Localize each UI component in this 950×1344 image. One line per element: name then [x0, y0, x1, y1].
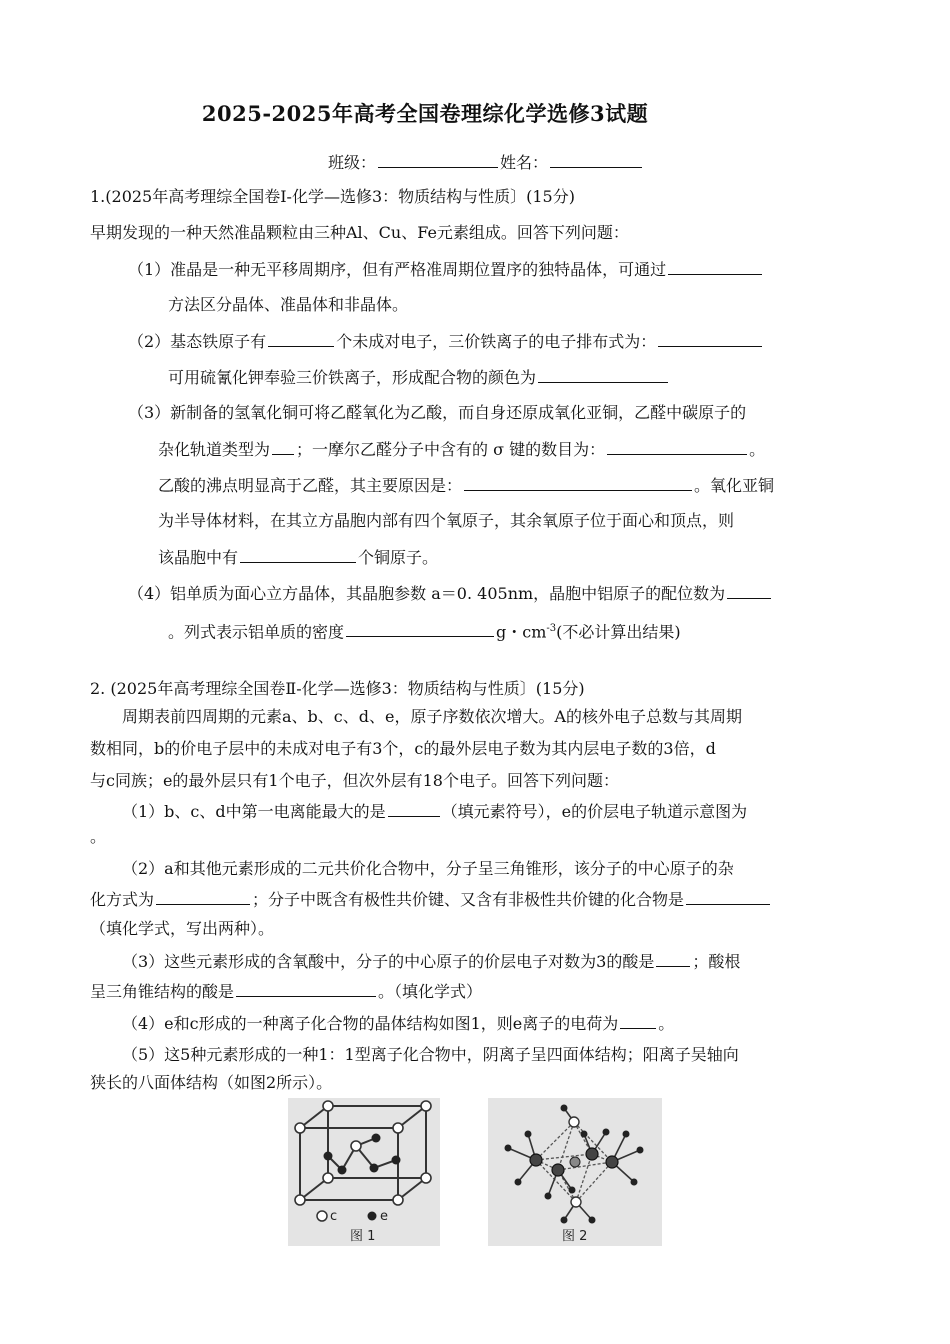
q1-part1-line1	[128, 258, 764, 281]
legend-e-marker	[368, 1212, 377, 1221]
q1-part4-unit-exponent: -3	[546, 623, 557, 634]
q1-part3-text-e: 。氧化亚铜	[694, 476, 775, 495]
class-label: 班级：	[328, 153, 377, 172]
q1-part3-text-b: ；一摩尔乙醛分子中含有的 σ 键的数目为：	[296, 440, 606, 459]
q2-part2-blank-1[interactable]	[156, 888, 250, 905]
q1-part3-blank-2[interactable]	[607, 438, 747, 455]
q1-part3-line1: （3）新制备的氢氧化铜可将乙醛氧化为乙酸，而自身还原成氧化亚铜，乙醛中碳原子的	[128, 403, 747, 422]
q1-part2-line1	[128, 330, 764, 353]
name-blank[interactable]	[550, 151, 642, 168]
q1-part2-text-a: （2）基态铁原子有	[128, 332, 267, 351]
q1-part3-line5	[158, 546, 438, 569]
q1-part3-line4: 为半导体材料，在其立方晶胞内部有四个氧原子，其余氧原子位于面心和顶点，则	[158, 511, 735, 530]
q1-part3-text-c: 。	[749, 440, 766, 459]
q2-part3-text-c: 呈三角锥结构的酸是	[90, 982, 235, 1001]
q2-part3-blank-2[interactable]	[236, 980, 376, 997]
q2-part2-text-a: 化方式为	[90, 890, 155, 909]
figure-2	[488, 1098, 662, 1246]
q1-part2-text-b: 个未成对电子，三价铁离子的电子排布式为：	[336, 332, 657, 351]
q2-part4-blank-1[interactable]	[620, 1012, 656, 1029]
legend-c-label: c	[330, 1209, 338, 1224]
class-blank[interactable]	[378, 151, 498, 168]
q2-part3-text-d: 。（填化学式）	[378, 982, 483, 1001]
name-label: 姓名：	[500, 153, 549, 172]
q2-intro-line2: 数相同，b的价电子层中的未成对电子有3个，c的最外层电子数为其内层电子数的3倍，d	[90, 739, 716, 758]
figure-2-structure-diagram	[488, 1098, 662, 1246]
figure-1	[288, 1098, 440, 1246]
figure-1-cube-diagram	[288, 1098, 440, 1246]
q1-part3-line3	[158, 474, 774, 497]
q1-part3-blank-1[interactable]	[272, 438, 294, 455]
q1-part3-text-f: 该晶胞中有	[158, 548, 239, 567]
q1-part2-line2	[168, 366, 670, 389]
figure-1-caption: 图 1	[350, 1229, 376, 1244]
q2-part3-text-b: ；酸根	[692, 952, 741, 971]
q1-part2-text-c: 可用硫氰化钾奉验三价铁离子，形成配合物的颜色为	[168, 368, 537, 387]
q1-part2-blank-1[interactable]	[268, 330, 334, 347]
q2-part1-text-b: （填元素符号），e的价层电子轨道示意图为	[441, 802, 748, 821]
q2-part3-line1	[122, 950, 740, 973]
q1-part4-blank-1[interactable]	[727, 582, 771, 599]
q2-part1-text-a: （1）b、c、d中第一电离能最大的是	[122, 802, 386, 821]
q1-intro: 早期发现的一种天然准晶颗粒由三种Al、Cu、Fe元素组成。回答下列问题：	[90, 223, 629, 242]
q1-part3-blank-3[interactable]	[464, 474, 692, 491]
q2-part4-text-b: 。	[658, 1014, 675, 1033]
q1-part3-text-a: 杂化轨道类型为	[158, 440, 271, 459]
q2-part2-line1: （2）a和其他元素形成的二元共价化合物中，分子呈三角锥形，该分子的中心原子的杂	[122, 859, 734, 878]
student-info-line	[328, 150, 644, 173]
q1-part2-blank-2[interactable]	[658, 330, 762, 347]
q2-intro-line3: 与c同族；e的最外层只有1个电子，但次外层有18个电子。回答下列问题：	[90, 771, 619, 790]
q2-intro-line1: 周期表前四周期的元素a、b、c、d、e，原子序数依次增大。A的核外电子总数与其周期	[122, 707, 743, 726]
q1-part4-line2	[168, 618, 681, 643]
q1-part3-line2	[158, 438, 765, 461]
q2-part2-line2	[90, 888, 772, 911]
q1-part3-blank-4[interactable]	[240, 546, 356, 563]
q2-heading: 2. (2025年高考理综全国卷Ⅱ-化学—选修3：物质结构与性质〕(15分)	[90, 679, 585, 698]
q2-part1-line1	[122, 800, 747, 823]
q1-part4-text-a: （4）铝单质为面心立方晶体，其晶胞参数 a＝0. 405nm，晶胞中铝原子的配位数为	[128, 584, 726, 603]
q1-part4-line1	[128, 582, 773, 605]
q1-part4-text-b: 。列式表示铝单质的密度	[168, 622, 345, 642]
q1-part4-unit: g・cm	[496, 622, 547, 642]
q1-part1-text: （1）准晶是一种无平移周期序，但有严格准周期位置序的独特晶体，可通过	[128, 260, 667, 279]
q2-part2-text-b: ；分子中既含有极性共价键、又含有非极性共价键的化合物是	[252, 890, 685, 909]
q2-part3-line2	[90, 980, 482, 1003]
q1-part1-blank[interactable]	[668, 258, 762, 275]
legend-c-marker	[317, 1211, 327, 1221]
legend-e-label: e	[380, 1209, 388, 1224]
q2-part1-blank-1[interactable]	[388, 800, 440, 817]
q1-part3-text-d: 乙酸的沸点明显高于乙醛，其主要原因是：	[158, 476, 463, 495]
q2-part5-line1: （5）这5种元素形成的一种1：1型离子化合物中，阴离子呈四面体结构；阳离子吴轴向	[122, 1045, 739, 1064]
q2-part3-blank-1[interactable]	[656, 950, 690, 967]
q2-part2-line3: （填化学式，写出两种）。	[90, 919, 275, 938]
q2-part5-line2: 狭长的八面体结构（如图2所示）。	[90, 1073, 333, 1092]
q1-heading: 1.(2025年高考理综全国卷Ⅰ-化学—选修3：物质结构与性质〕(15分)	[90, 187, 575, 206]
q1-part3-text-g: 个铜原子。	[358, 548, 439, 567]
q1-part2-blank-3[interactable]	[538, 366, 668, 383]
q1-part4-text-c: (不必计算出结果)	[556, 622, 681, 642]
q1-part1-line2: 方法区分晶体、准晶体和非晶体。	[168, 295, 409, 314]
q2-part1-line2: 。	[90, 827, 107, 846]
q2-part4-line1	[122, 1012, 674, 1035]
figure-2-caption: 图 2	[562, 1229, 588, 1244]
q2-part4-text-a: （4）e和c形成的一种离子化合物的晶体结构如图1，则e离子的电荷为	[122, 1014, 619, 1033]
q2-part2-blank-2[interactable]	[686, 888, 770, 905]
q1-part4-blank-2[interactable]	[346, 620, 494, 637]
q2-part3-text-a: （3）这些元素形成的含氧酸中，分子的中心原子的价层电子对数为3的酸是	[122, 952, 655, 971]
page-title: 2025-2025年高考全国卷理综化学选修3试题	[201, 101, 649, 126]
